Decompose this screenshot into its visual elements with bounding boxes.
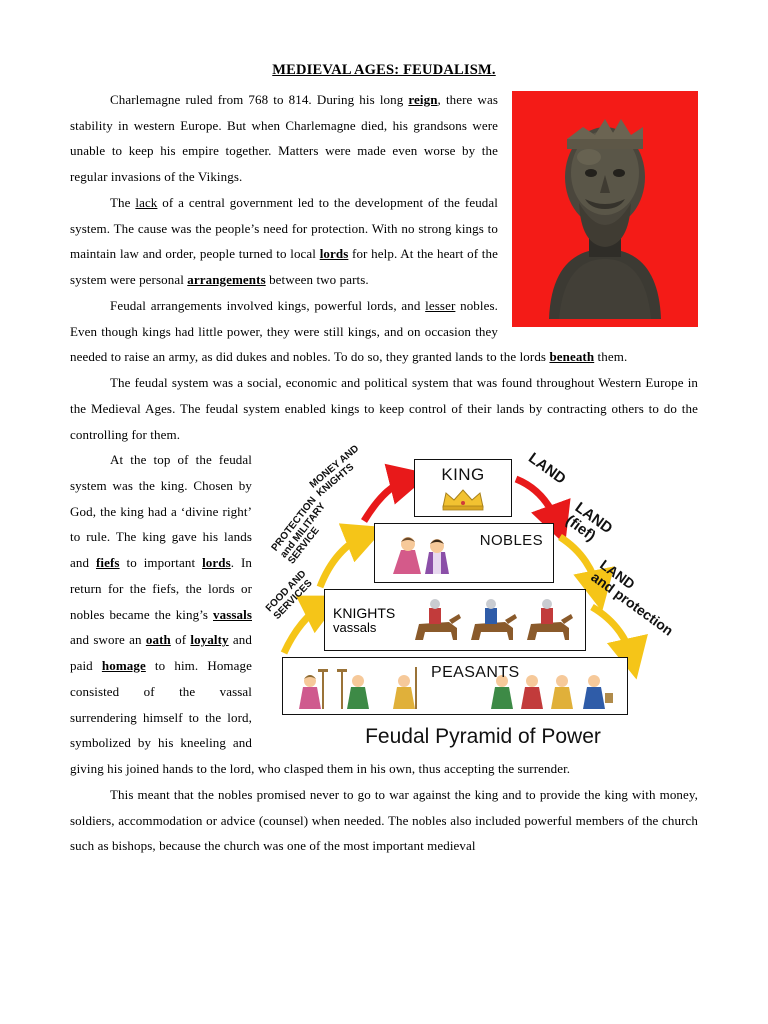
arrow-label-land: LAND <box>525 449 569 488</box>
paragraph-6: This meant that the nobles promised never to go to war against the king and to provide the king with money, soldiers, accommodation or advice (counsel) when needed. The nobles also included powerful members of the church such as bishops, because the church was one of the most important medieval <box>70 786 698 854</box>
arrow-label-protection-military-service: PROTECTION and MILITARY SERVICE <box>269 495 328 567</box>
pyramid-tier-king <box>414 459 512 517</box>
paragraph-5: At the top of the feudal system was the king. Chosen by God, the king had a ‘divine right’ to rule. The king gave his lands and fiefs to important lords. In return for the fiefs, the lords or nobles became the king’s vassals and swore an oath of loyalty and paid homage to him. Homage consisted of the vassal surrendering himself to the lord, symbolized by his kneeling and giving his joined hands to the lord, who clasped them in his own, thus accepting the surrender. <box>70 452 571 777</box>
tier-label-knights: KNIGHTS <box>333 604 396 621</box>
pyramid-tier-knights <box>324 589 586 651</box>
knights-on-horses-icon <box>409 594 579 646</box>
page-title: MEDIEVAL AGES: FEUDALISM. <box>272 62 496 78</box>
paragraph-1: Charlemagne ruled from 768 to 814. During his long reign, there was stability in western Europe. But when Charlemagne died, his grandsons were unable to keep his empire together. Matters were made even worse by the regular invasions of the Vikings. <box>70 92 498 185</box>
arrow-label-money-and-knights: MONEY AND KNIGHTS <box>307 443 362 499</box>
figure-caption: Feudal Pyramid of Power <box>365 725 601 749</box>
paragraph-2: The lack of a central government led to the development of the feudal system. The cause was the people’s need for protection. With no strong kings to maintain law and order, people turned to local lords for help. At the heart of the system were personal arrangements between two parts. <box>70 194 498 288</box>
pyramid-tier-nobles <box>374 523 554 583</box>
feudal-pyramid-figure <box>263 443 698 749</box>
tier-label-nobles: NOBLES <box>479 532 543 550</box>
nobles-figures-icon <box>389 530 463 576</box>
arrow-label-food-and-services: FOOD AND SERVICES <box>263 568 315 622</box>
arrow-label-land-fief: LAND (fief) <box>562 499 616 545</box>
charlemagne-portrait-image <box>512 91 698 327</box>
pyramid-tier-peasants <box>282 657 628 715</box>
tier-label-king: KING <box>441 465 485 485</box>
tier-label-knights-group <box>333 605 395 636</box>
tier-label-peasants: PEASANTS <box>431 664 520 682</box>
tier-sublabel-vassals: vassals <box>333 619 377 635</box>
crown-icon <box>440 487 486 511</box>
arrow-label-land-and-protection: LAND and protection <box>588 556 677 639</box>
paragraph-4: The feudal system was a social, economic and political system that was found throughout Western Europe in the Medieval Ages. The feudal system enabled kings to keep control of their lands by contracting others to do the controlling for them. <box>70 375 698 442</box>
paragraph-3: Feudal arrangements involved kings, powerful lords, and lesser nobles. Even though kings had little power, they were still kings, and on occasion they needed to raise an army, as did dukes and nobles. To do so, they granted lands to the lords beneath them. <box>70 297 628 365</box>
bust-illustration <box>541 99 669 319</box>
